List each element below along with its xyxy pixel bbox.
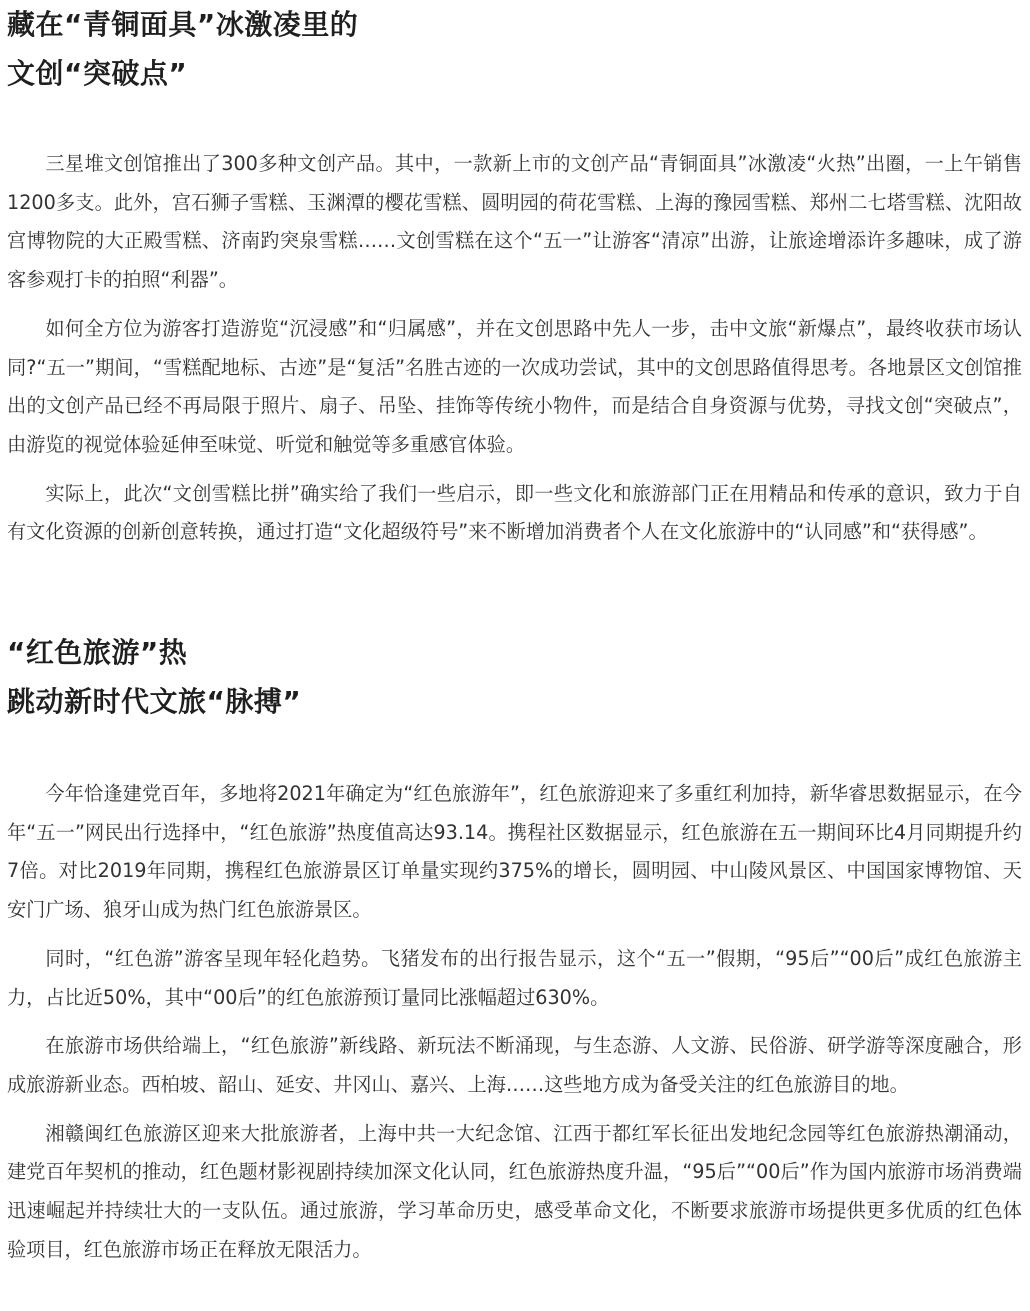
section-red-tourism (7, 628, 1022, 1269)
section-cultural-creative (7, 0, 1022, 552)
paragraph: 在旅游市场供给端上，“红色旅游”新线路、新玩法不断涌现，与生态游、人文游、民俗游、研学游等深度融合，形成旅游新业态。西柏坡、韶山、延安、井冈山、嘉兴、上海……这些地方成为备受关注的红色旅游目的地。 (7, 1034, 1022, 1096)
heading-line-1: “红色旅游”热 (7, 636, 188, 669)
paragraph: 今年恰逢建党百年，多地将2021年确定为“红色旅游年”，红色旅游迎来了多重红利加持，新华睿思数据显示，在今年“五一”网民出行选择中，“红色旅游”热度值高达93.14。携程社区数据显示，红色旅游在五一期间环比4月同期提升约7倍。对比2019年同期，携程红色旅游景区订单量实现约375%的增长，圆明园、中山陵风景区、中国国家博物馆、天安门广场、狼牙山成为热门红色旅游景区。 (7, 782, 1022, 922)
section-heading (7, 628, 1022, 726)
paragraph: 湘赣闽红色旅游区迎来大批旅游者，上海中共一大纪念馆、江西于都红军长征出发地纪念园等红色旅游热潮涌动，建党百年契机的推动，红色题材影视剧持续加深文化认同，红色旅游热度升温，“95后”“00后”作为国内旅游市场消费端迅速崛起并持续壮大的一支队伍。通过旅游，学习革命历史，感受革命文化，不断要求旅游市场提供更多优质的红色体验项目，红色旅游市场正在释放无限活力。 (7, 1121, 1022, 1261)
section-body (7, 775, 1022, 1269)
paragraph: 如何全方位为游客打造游览“沉浸感”和“归属感”，并在文创思路中先人一步，击中文旅“新爆点”，最终收获市场认同?“五一”期间，“雪糕配地标、古迹”是“复活”名胜古迹的一次成功尝试，其中的文创思路值得思考。各地景区文创馆推出的文创产品已经不再局限于照片、扇子、吊坠、挂饰等传统小物件，而是结合自身资源与优势，寻找文创“突破点”，由游览的视觉体验延伸至味觉、听觉和触觉等多重感官体验。 (7, 316, 1022, 456)
heading-line-2: 文创“突破点” (7, 57, 188, 90)
section-body (7, 145, 1022, 552)
section-heading (7, 0, 1022, 98)
paragraph: 实际上，此次“文创雪糕比拼”确实给了我们一些启示，即一些文化和旅游部门正在用精品和传承的意识，致力于自有文化资源的创新创意转换，通过打造“文化超级符号”来不断增加消费者个人在文化旅游中的“认同感”和“获得感”。 (7, 481, 1022, 544)
heading-line-1: 藏在“青铜面具”冰激凌里的 (7, 8, 359, 41)
paragraph: 三星堆文创馆推出了300多种文创产品。其中，一款新上市的文创产品“青铜面具”冰激凌“火热”出圈，一上午销售1200多支。此外，宫石狮子雪糕、玉渊潭的樱花雪糕、圆明园的荷花雪糕、上海的豫园雪糕、郑州二七塔雪糕、沈阳故宫博物院的大正殿雪糕、济南趵突泉雪糕……文创雪糕在这个“五一”让游客“清凉”出游，让旅途增添许多趣味，成了游客参观打卡的拍照“利器”。 (7, 152, 1022, 292)
heading-line-2: 跳动新时代文旅“脉搏” (7, 685, 302, 718)
paragraph: 同时，“红色游”游客呈现年轻化趋势。飞猪发布的出行报告显示，这个“五一”假期，“95后”“00后”成红色旅游主力，占比近50%，其中“00后”的红色旅游预订量同比涨幅超过630%。 (7, 946, 1022, 1009)
